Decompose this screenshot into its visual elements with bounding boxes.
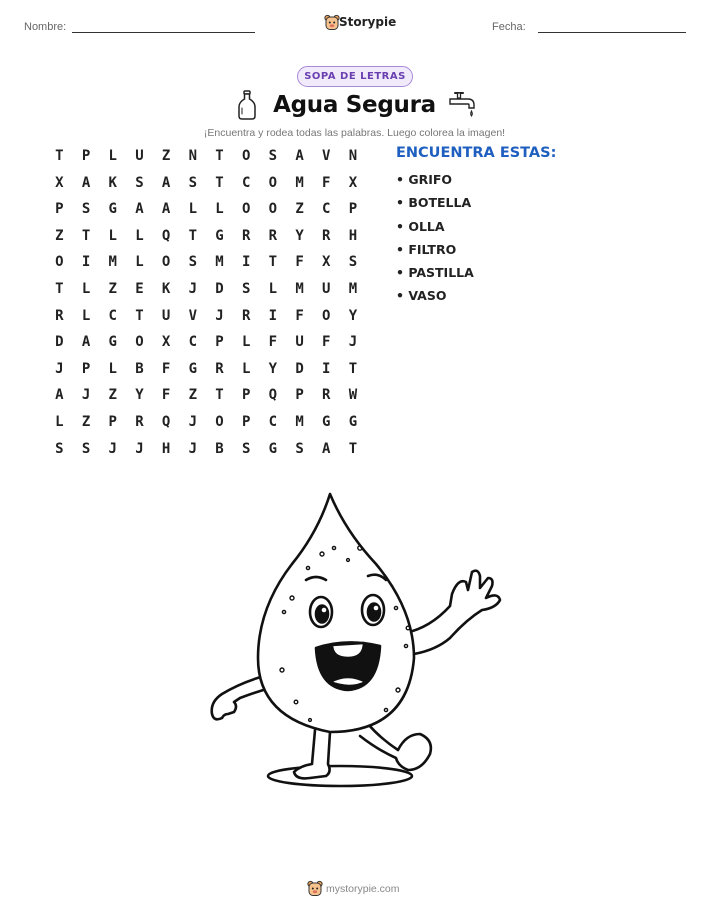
grid-cell[interactable]: S — [188, 254, 197, 271]
grid-cell[interactable]: C — [322, 201, 331, 218]
grid-cell[interactable]: W — [348, 387, 358, 404]
grid-cell[interactable]: G — [322, 413, 331, 430]
footer-url: mystorypie.com — [326, 883, 400, 895]
grid-cell[interactable]: S — [268, 148, 278, 164]
bear-face-icon — [307, 880, 323, 897]
grid-cell[interactable]: L — [81, 280, 91, 297]
grid-cell[interactable]: F — [268, 334, 278, 351]
grid-cell[interactable]: Z — [55, 227, 64, 244]
grid-cell[interactable]: S — [135, 174, 144, 191]
grid-cell[interactable]: C — [188, 334, 197, 351]
grid-cell[interactable]: L — [135, 227, 144, 244]
grid-cell[interactable]: U — [161, 307, 171, 324]
grid-cell[interactable]: Z — [108, 280, 117, 297]
grid-cell[interactable]: F — [161, 360, 171, 377]
grid-cell[interactable]: F — [295, 307, 304, 324]
grid-cell[interactable]: A — [322, 440, 331, 457]
grid-cell[interactable]: Z — [108, 387, 117, 404]
grid-cell[interactable]: S — [55, 440, 64, 457]
grid-cell[interactable]: U — [135, 148, 144, 164]
grid-cell[interactable]: L — [81, 307, 91, 324]
grid-cell[interactable]: A — [161, 174, 171, 191]
grid-cell[interactable]: L — [215, 201, 224, 218]
grid-cell[interactable]: Q — [161, 227, 171, 244]
grid-cell[interactable]: Y — [348, 307, 358, 324]
grid-cell[interactable]: P — [108, 413, 117, 430]
grid-cell[interactable]: X — [55, 174, 64, 191]
grid-cell[interactable]: T — [135, 307, 144, 324]
grid-cell[interactable]: O — [215, 413, 224, 430]
grid-cell[interactable]: U — [295, 334, 304, 351]
word-item: • VASO — [396, 288, 447, 304]
grid-cell[interactable]: G — [108, 334, 117, 351]
grid-cell[interactable]: R — [215, 360, 224, 377]
faucet-icon — [448, 90, 476, 120]
grid-cell[interactable]: J — [348, 334, 358, 351]
grid-cell[interactable]: L — [108, 148, 117, 164]
grid-cell[interactable]: L — [135, 254, 144, 271]
grid-cell[interactable]: J — [215, 307, 224, 324]
grid-cell[interactable]: E — [135, 280, 144, 297]
grid-cell[interactable]: V — [322, 148, 331, 164]
grid-cell[interactable]: T — [215, 148, 224, 164]
grid-cell[interactable]: D — [215, 280, 224, 297]
grid-cell[interactable]: T — [215, 174, 224, 191]
grid-cell[interactable]: T — [348, 360, 358, 377]
grid-cell[interactable]: O — [322, 307, 331, 324]
grid-cell[interactable]: V — [188, 307, 197, 324]
word-list-title: ENCUENTRA ESTAS: — [396, 145, 557, 161]
grid-cell[interactable]: O — [268, 174, 278, 191]
grid-cell[interactable]: J — [188, 280, 197, 297]
grid-cell[interactable]: R — [322, 387, 331, 404]
grid-cell[interactable]: S — [295, 440, 304, 457]
grid-cell[interactable]: O — [161, 254, 171, 271]
grid-cell[interactable]: G — [108, 201, 117, 218]
grid-cell[interactable]: Z — [188, 387, 197, 404]
grid-cell[interactable]: A — [135, 201, 144, 218]
grid-cell[interactable]: N — [348, 148, 358, 164]
grid-cell[interactable]: Y — [135, 387, 144, 404]
grid-cell[interactable]: R — [322, 227, 331, 244]
footer-brand — [307, 880, 407, 898]
grid-cell[interactable]: X — [348, 174, 358, 191]
grid-cell[interactable]: M — [295, 280, 304, 297]
grid-cell[interactable]: P — [295, 387, 304, 404]
grid-cell[interactable]: M — [348, 280, 358, 297]
grid-cell[interactable]: B — [215, 440, 224, 457]
grid-cell[interactable]: T — [268, 254, 278, 271]
word-item: • FILTRO — [396, 241, 457, 257]
grid-cell[interactable]: A — [161, 201, 171, 218]
grid-cell[interactable]: Z — [295, 201, 304, 218]
grid-cell[interactable]: K — [108, 174, 117, 191]
grid-cell[interactable]: Y — [268, 360, 278, 377]
grid-cell[interactable]: L — [241, 334, 251, 351]
date-line[interactable] — [538, 32, 686, 33]
grid-cell[interactable]: P — [348, 201, 358, 218]
grid-cell[interactable]: A — [295, 148, 304, 164]
grid-cell[interactable]: P — [241, 413, 251, 430]
grid-cell[interactable]: S — [241, 440, 251, 457]
word-item: • OLLA — [396, 218, 445, 234]
grid-cell[interactable]: S — [81, 440, 91, 457]
grid-cell[interactable]: L — [241, 360, 251, 377]
word-item: • BOTELLA — [396, 195, 472, 211]
grid-cell[interactable]: S — [348, 254, 358, 271]
grid-cell[interactable]: Y — [295, 227, 304, 244]
grid-cell[interactable]: S — [188, 174, 197, 191]
grid-cell[interactable]: A — [55, 387, 64, 404]
grid-cell[interactable]: M — [295, 174, 304, 191]
grid-cell[interactable]: J — [108, 440, 117, 457]
grid-cell[interactable]: O — [241, 148, 251, 164]
grid-cell[interactable]: G — [215, 227, 224, 244]
grid-cell[interactable]: T — [55, 148, 64, 164]
grid-cell[interactable]: O — [135, 334, 144, 351]
word-item: • GRIFO — [396, 172, 453, 187]
grid-cell[interactable]: G — [188, 360, 197, 377]
word-item: • PASTILLA — [396, 265, 474, 281]
grid-cell[interactable]: J — [55, 360, 64, 377]
grid-cell[interactable]: P — [81, 148, 91, 164]
grid-cell[interactable]: Z — [81, 413, 91, 430]
bear-face-icon — [324, 14, 340, 31]
category-badge: SOPA DE LETRAS — [297, 66, 413, 87]
grid-cell[interactable]: I — [241, 254, 251, 271]
grid-cell[interactable]: F — [161, 387, 171, 404]
grid-cell[interactable]: I — [322, 360, 331, 377]
grid-cell[interactable]: J — [188, 440, 197, 457]
grid-cell[interactable]: R — [135, 413, 144, 430]
grid-cell[interactable]: M — [108, 254, 117, 271]
grid-cell[interactable]: A — [81, 334, 91, 351]
grid-cell[interactable]: D — [55, 334, 64, 351]
grid-cell[interactable]: C — [268, 413, 278, 430]
grid-cell[interactable]: D — [295, 360, 304, 377]
grid-cell[interactable]: J — [81, 387, 91, 404]
grid-cell[interactable]: Q — [268, 387, 278, 404]
grid-cell[interactable]: I — [81, 254, 91, 271]
date-label: Fecha: — [492, 21, 526, 33]
grid-cell[interactable]: F — [322, 334, 331, 351]
grid-cell[interactable]: H — [348, 227, 358, 244]
grid-cell[interactable]: S — [81, 201, 91, 218]
grid-cell[interactable]: R — [55, 307, 64, 324]
grid-cell[interactable]: G — [268, 440, 278, 457]
brand-name: Storypie — [339, 15, 397, 29]
grid-cell[interactable]: R — [268, 227, 278, 244]
grid-cell[interactable]: R — [241, 227, 251, 244]
grid-cell[interactable]: T — [55, 280, 64, 297]
grid-cell[interactable]: T — [215, 387, 224, 404]
brand-logo — [324, 14, 397, 32]
grid-cell[interactable]: J — [188, 413, 197, 430]
grid-cell[interactable]: O — [268, 201, 278, 218]
name-label: Nombre: — [24, 21, 67, 33]
grid-cell[interactable]: F — [295, 254, 304, 271]
grid-cell[interactable]: X — [161, 334, 171, 351]
grid-cell[interactable]: B — [135, 360, 144, 377]
grid-cell[interactable]: O — [241, 201, 251, 218]
name-line[interactable] — [72, 32, 255, 33]
grid-cell[interactable]: S — [241, 280, 251, 297]
grid-cell[interactable]: P — [55, 201, 64, 218]
grid-cell[interactable]: C — [241, 174, 251, 191]
grid-cell[interactable]: O — [55, 254, 64, 271]
grid-cell[interactable]: L — [108, 227, 117, 244]
grid-cell[interactable]: P — [241, 387, 251, 404]
grid-cell[interactable]: L — [108, 360, 117, 377]
grid-cell[interactable]: G — [348, 413, 358, 430]
grid-cell[interactable]: N — [188, 148, 197, 164]
grid-cell[interactable]: U — [322, 280, 331, 297]
water-drop-character-icon — [200, 488, 510, 793]
grid-cell[interactable]: Z — [161, 148, 171, 164]
grid-cell[interactable]: X — [322, 254, 331, 271]
grid-cell[interactable]: P — [215, 334, 224, 351]
grid-cell[interactable]: H — [161, 440, 171, 457]
grid-cell[interactable]: L — [55, 413, 64, 430]
grid-cell[interactable]: L — [188, 201, 197, 218]
grid-cell[interactable]: L — [268, 280, 278, 297]
grid-cell[interactable]: T — [188, 227, 197, 244]
grid-cell[interactable]: F — [322, 174, 331, 191]
grid-cell[interactable]: T — [81, 227, 91, 244]
grid-cell[interactable]: P — [81, 360, 91, 377]
bottle-icon — [236, 90, 258, 120]
word-list — [396, 168, 474, 308]
instructions: ¡Encuentra y rodea todas las palabras. Luego colorea la imagen! — [203, 127, 506, 139]
grid-cell[interactable]: K — [161, 280, 171, 297]
grid-cell[interactable]: M — [295, 413, 304, 430]
grid-cell[interactable]: Q — [161, 413, 171, 430]
grid-cell[interactable]: J — [135, 440, 144, 457]
worksheet-title: Agua Segura — [273, 92, 436, 118]
grid-cell[interactable]: T — [348, 440, 358, 457]
grid-cell[interactable]: R — [241, 307, 251, 324]
word-search-grid — [46, 143, 366, 462]
grid-cell[interactable]: I — [268, 307, 278, 324]
grid-cell[interactable]: C — [108, 307, 117, 324]
grid-cell[interactable]: M — [215, 254, 224, 271]
grid-cell[interactable]: A — [81, 174, 91, 191]
